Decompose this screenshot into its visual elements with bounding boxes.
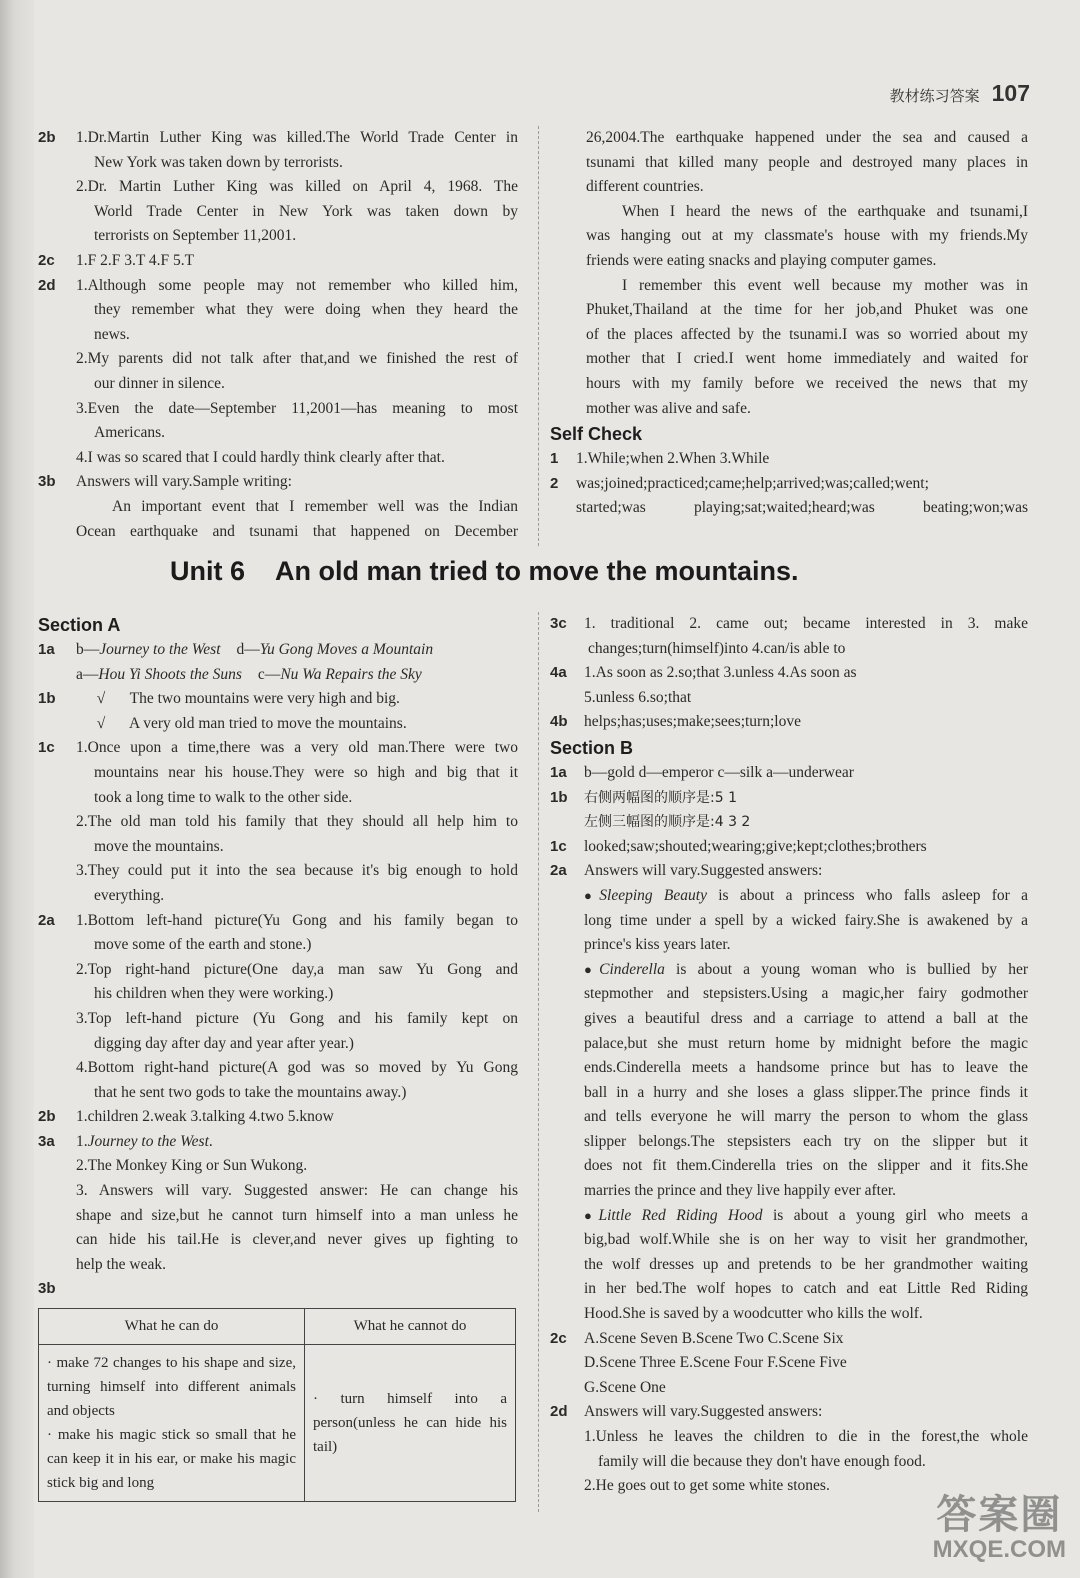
text-line: 1.children 2.weak 3.talking 4.two 5.know: [76, 1108, 334, 1126]
text-line: a—: [76, 665, 99, 683]
text-line: helps;has;uses;make;sees;turn;love: [584, 713, 801, 731]
text-line: and tells everyone he will marry the person to whom the glass: [584, 1108, 1028, 1126]
title-text: Sleeping Beauty: [599, 886, 707, 904]
text-line: 1.As soon as 2.so;that 3.unless 4.As soon as: [584, 664, 857, 682]
text-line: An important event that I remember well was the Indian: [112, 497, 518, 515]
page-binding-edge: [0, 0, 34, 1578]
text-line: 1.Although some people may not remember who killed him,: [76, 276, 518, 294]
right-column: [550, 612, 1028, 1499]
text-line: our dinner in silence.: [94, 374, 225, 392]
table-cell-cannot: [305, 1345, 516, 1502]
text-line: is about a young woman who is bullied by her: [664, 960, 1028, 978]
text-line: 1.Unless he leaves the children to die in the forest,the whole: [584, 1428, 1028, 1445]
text-line: c—: [257, 665, 281, 683]
title-text: Nu Wa Repairs the Sky: [280, 665, 422, 683]
check-mark: √: [76, 687, 126, 712]
tag-2d: 2d: [550, 1403, 568, 1421]
text-line: can hide his tail.He is clever,and never gives up fighting to: [76, 1231, 518, 1249]
text-line: is about a princess who falls asleep for a: [706, 886, 1028, 904]
text-line: 1.Dr.Martin Luther King was killed.The World Trade Center in: [76, 129, 518, 146]
title-text: Little Red Riding Hood: [598, 1206, 763, 1224]
text-line: prince's kiss years later.: [584, 936, 731, 954]
table-header-can: What he can do: [39, 1309, 305, 1345]
text-line: When I heard the news of the earthquake and tsunami,I: [622, 202, 1028, 220]
column-divider-top: [538, 126, 539, 546]
text-line: 4.I was so scared that I could hardly think clearly after that.: [76, 448, 445, 466]
tag-2b: 2b: [38, 1108, 56, 1126]
text-line: terrorists on September 11,2001.: [94, 227, 297, 245]
tag-3a: 3a: [38, 1132, 55, 1150]
top-left-column: [38, 126, 518, 544]
text-line: 2.The Monkey King or Sun Wukong.: [76, 1157, 308, 1175]
text-line: in her bed.The wolf hopes to catch and eat Little Red Riding: [584, 1280, 1028, 1298]
text-line: 3.Top left-hand picture (Yu Gong and his family kept on: [76, 1009, 518, 1027]
text-line: marries the prince and they live happily ever after.: [584, 1182, 897, 1200]
text-line: they remember what they were doing when they heard the: [94, 301, 518, 319]
text-line: A very old man tried to move the mountains.: [129, 714, 407, 732]
text-line: is about a young girl who meets a: [762, 1206, 1028, 1224]
tag-2b: 2b: [38, 129, 56, 146]
tag-2c: 2c: [38, 251, 55, 269]
text-line: 3.Even the date—September 11,2001—has meaning to most: [76, 399, 518, 417]
text-line: help the weak.: [76, 1255, 166, 1273]
bullet-icon: ●: [584, 1207, 599, 1223]
watermark: [933, 1494, 1066, 1564]
text-line: 3.They could put it into the sea because it's big enough to hold: [76, 862, 518, 880]
section-b-heading: Section B: [550, 737, 634, 758]
tag-1b: 1b: [38, 690, 56, 708]
text-line: Hood.She is saved by a woodcutter who kills the wolf.: [584, 1305, 923, 1323]
table-item: · turn himself into a person(unless he can hide his tail): [313, 1391, 507, 1455]
text-line: b—: [76, 641, 100, 658]
unit-number: Unit 6: [170, 556, 246, 586]
tag-3c: 3c: [550, 615, 567, 632]
text-line: his children when they were working.): [94, 985, 334, 1003]
page-header: [890, 80, 1030, 107]
text-line: move the mountains.: [94, 837, 224, 855]
tag-3b: 3b: [38, 473, 56, 491]
text-line: 2.Dr. Martin Luther King was killed on April 4, 1968. The: [76, 178, 518, 196]
text-line: changes;turn(himself)into 4.can/is able to: [588, 639, 846, 657]
text-line: Phuket,Thailand at the time for her job,and Phuket was one: [586, 301, 1028, 319]
text-line: slipper belongs.The stepsisters each try on the slipper but it: [584, 1132, 1028, 1150]
text-line: move some of the earth and stone.): [94, 936, 312, 954]
text-line: the wolf dresses up and pretends to be her grandmother waiting: [584, 1255, 1028, 1273]
text-line: that he sent two gods to take the mountains away.): [94, 1083, 407, 1101]
text-line: .: [208, 1132, 213, 1150]
text-line: 1.Once upon a time,there was a very old man.There were two: [76, 739, 518, 757]
text-line: New York was taken down by terrorists.: [94, 153, 343, 171]
unit-title: [170, 556, 799, 587]
text-line: palace,but she must return home by midnight before the magic: [584, 1034, 1028, 1052]
tag-2a: 2a: [38, 911, 55, 929]
text-line: d—: [236, 641, 260, 658]
text-line: tsunami that killed many people and destroyed many places in: [586, 153, 1028, 171]
bullet-icon: ●: [584, 961, 600, 977]
text-line: A.Scene Seven B.Scene Two C.Scene Six: [584, 1329, 844, 1347]
title-text: Cinderella: [599, 960, 665, 978]
tag-1a: 1a: [550, 763, 567, 781]
text-line: digging day after day and year after year.): [94, 1034, 354, 1052]
text-line: 左侧三幅图的顺序是:4 3 2: [584, 814, 751, 831]
tag-1c: 1c: [38, 739, 55, 757]
watermark-logo: 答案圈: [936, 1492, 1063, 1538]
top-right-column: [550, 126, 1028, 521]
tag-1c: 1c: [550, 837, 567, 855]
text-line: family will die because they don't have enough food.: [598, 1452, 926, 1470]
text-line: shape and size,but he cannot turn himself into a man unless he: [76, 1206, 518, 1224]
text-line: ends.Cinderella meets a handsome prince but has to leave the: [584, 1059, 1028, 1077]
text-line: mother that I cried.I went home immediately and waited for: [586, 350, 1028, 368]
title-text: Journey to the West: [99, 641, 221, 658]
text-line: stepmother and stepsisters.Using a magic,her fairy godmother: [584, 985, 1028, 1003]
text-line: gives a beautiful dress and a carriage to attend a ball at the: [584, 1009, 1028, 1027]
text-line: mother was alive and safe.: [586, 399, 751, 417]
text-line: big,bad wolf.While she is on her way to visit her grandmother,: [584, 1231, 1028, 1249]
tag-2: 2: [550, 474, 559, 492]
text-line: ball in a hurry and she loses a glass slipper.The prince finds it: [584, 1083, 1028, 1101]
text-line: different countries.: [586, 178, 704, 196]
table-item: · make 72 changes to his shape and size, turning himself into different animals and objects: [47, 1355, 296, 1419]
text-line: hours with my family before we received the news that my: [586, 374, 1028, 392]
text-line: Ocean earthquake and tsunami that happened on December: [76, 522, 518, 540]
text-line: D.Scene Three E.Scene Four F.Scene Five: [584, 1354, 847, 1372]
unit-name: An old man tried to move the mountains.: [275, 556, 799, 586]
text-line: 5.unless 6.so;that: [584, 688, 692, 706]
text-line: 26,2004.The earthquake happened under the sea and caused a: [586, 129, 1028, 146]
text-line: took a long time to walk to the other side.: [94, 788, 353, 806]
column-divider-bottom: [538, 612, 539, 1512]
title-text: Yu Gong Moves a Mountain: [259, 641, 434, 658]
page-number: 107: [991, 80, 1030, 106]
table-cell-can: [39, 1345, 305, 1502]
section-a-heading: Section A: [38, 615, 121, 635]
text-line: 2.My parents did not talk after that,and we finished the rest of: [76, 350, 518, 368]
left-column: [38, 612, 518, 1302]
text-line: Answers will vary.Sample writing:: [76, 473, 292, 491]
tag-3b: 3b: [38, 1280, 56, 1298]
tag-4b: 4b: [550, 713, 568, 731]
tag-2a: 2a: [550, 862, 567, 880]
text-line: mountains near his house.They were so high and big that it: [94, 763, 518, 781]
bullet-icon: ●: [584, 887, 600, 903]
tag-1a: 1a: [38, 641, 55, 658]
tag-4a: 4a: [550, 664, 567, 682]
watermark-url: MXQE.COM: [932, 1536, 1066, 1563]
text-line: news.: [94, 325, 130, 343]
text-line: 1.While;when 2.When 3.While: [576, 450, 770, 468]
text-line: Americans.: [94, 424, 166, 442]
text-line: Answers will vary.Suggested answers:: [584, 1403, 823, 1421]
text-line: World Trade Center in New York was taken down by: [94, 202, 518, 220]
header-label: 教材练习答案: [889, 87, 980, 105]
tag-2d: 2d: [38, 276, 56, 294]
text-line: friends were eating snacks and playing computer games.: [586, 251, 937, 269]
text-line: 1.Bottom left-hand picture(Yu Gong and his family began to: [76, 911, 518, 929]
text-line: I remember this event well because my mother was in: [622, 276, 1028, 294]
text-line: long time under a spell by a wicked fairy.She is awakened by a: [584, 911, 1028, 929]
text-line: 3. Answers will vary. Suggested answer: He can change his: [76, 1182, 518, 1200]
text-line: 右侧两幅图的顺序是:5 1: [584, 789, 737, 806]
text-line: The two mountains were very high and big.: [129, 690, 400, 708]
self-check-heading: Self Check: [550, 424, 643, 445]
text-line: was;joined;practiced;came;help;arrived;was;called;went;: [576, 474, 929, 492]
text-line: 1.: [76, 1132, 88, 1150]
text-line: Answers will vary.Suggested answers:: [584, 862, 823, 880]
text-line: G.Scene One: [584, 1378, 666, 1396]
title-text: Hou Yi Shoots the Suns: [98, 665, 242, 683]
text-line: of the places affected by the tsunami.I was so worried about my: [586, 325, 1028, 343]
text-line: started;was playing;sat;waited;heard;was beating;won;was: [576, 499, 1028, 517]
tag-1: 1: [550, 450, 559, 468]
table-3b: [38, 1308, 516, 1502]
table-item: · make his magic stick so small that he can keep it in his ear, or make his magic stick big and long: [47, 1427, 296, 1491]
text-line: looked;saw;shouted;wearing;give;kept;clothes;brothers: [584, 837, 927, 855]
table-header-cannot: What he cannot do: [305, 1309, 516, 1345]
text-line: 2.Top right-hand picture(One day,a man saw Yu Gong and: [76, 960, 518, 978]
text-line: 2.The old man told his family that they should all help him to: [76, 813, 518, 831]
text-line: 1.F 2.F 3.T 4.F 5.T: [76, 251, 195, 269]
tag-2c: 2c: [550, 1329, 567, 1347]
text-line: does not fit them.Cinderella tries on the slipper and it fits.She: [584, 1157, 1028, 1175]
text-line: everything.: [94, 886, 165, 904]
text-line: 2.He goes out to get some white stones.: [584, 1477, 830, 1495]
text-line: 4.Bottom right-hand picture(A god was so moved by Yu Gong: [76, 1059, 518, 1077]
check-mark: √: [76, 712, 126, 737]
title-text: Journey to the West: [87, 1132, 209, 1150]
text-line: was hanging out at my classmate's house with my friends.My: [586, 227, 1028, 245]
text-line: b—gold d—emperor c—silk a—underwear: [584, 763, 854, 781]
tag-1b: 1b: [550, 788, 568, 806]
text-line: 1. traditional 2. came out; became interested in 3. make: [584, 615, 1028, 632]
